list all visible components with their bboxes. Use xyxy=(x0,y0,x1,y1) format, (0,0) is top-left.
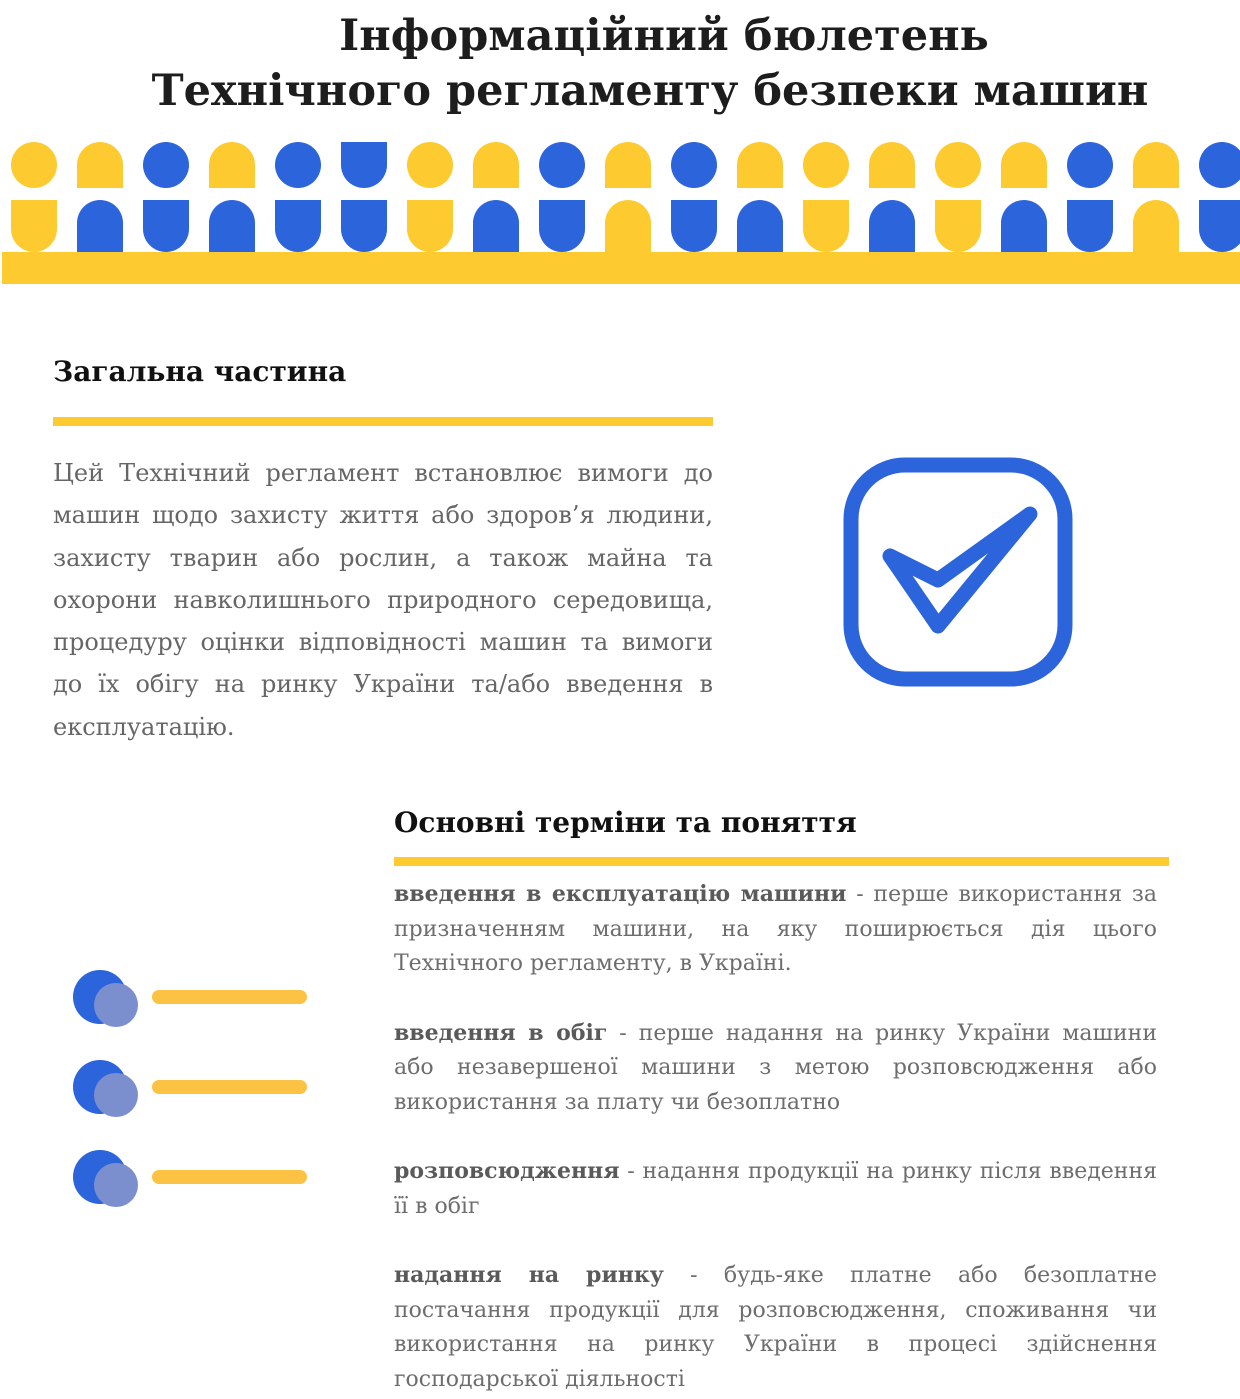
term-name: розповсюдження xyxy=(394,1158,620,1184)
pattern-shape xyxy=(473,142,519,188)
pattern-shape xyxy=(275,200,321,252)
terms-list xyxy=(394,877,1157,1397)
page-title-line-1: Інформаційний бюлетень xyxy=(339,11,989,61)
pattern-shape xyxy=(935,200,981,252)
checkbox-check-icon xyxy=(842,456,1074,688)
pattern-shape xyxy=(671,142,717,188)
general-section-text: Цей Технічний регламент встановлює вимоги до машин щодо захисту життя або здоров’я людини, захисту тварин або рослин, а також майна та охорони навколишнього природного середовища, процедуру оцінки відповідності машин та вимоги до їх обігу на ринку України та/або введення в експлуатацію. xyxy=(53,459,713,741)
pattern-shape xyxy=(1001,200,1047,252)
terms-section-heading: Основні терміни та поняття xyxy=(394,806,857,839)
pattern-shape xyxy=(11,200,57,252)
bullet-list-illustration xyxy=(70,965,320,1215)
pattern-shape xyxy=(77,200,123,252)
pattern-shape xyxy=(869,142,915,188)
pattern-shape xyxy=(671,200,717,252)
pattern-shape xyxy=(869,200,915,252)
term-item xyxy=(394,877,1157,982)
page-title-line-2: Технічного регламенту безпеки машин xyxy=(151,66,1149,116)
pattern-shape xyxy=(209,200,255,252)
pattern-shape xyxy=(1199,200,1240,252)
term-definition: - надання продукції на ринку після введення її в обіг xyxy=(394,1159,1157,1219)
term-definition: - перше використання за призначенням машини, на яку поширюється дія цього Технічного регламенту, в Україні. xyxy=(394,882,1157,976)
pattern-shape xyxy=(737,142,783,188)
pattern-shape xyxy=(605,142,651,188)
decorative-pattern-banner xyxy=(0,138,1240,288)
bullet-item-icon xyxy=(73,970,307,1027)
pattern-shape xyxy=(143,142,189,188)
term-name: надання на ринку xyxy=(394,1262,664,1288)
pattern-shape xyxy=(1133,142,1179,188)
bullet-item-icon xyxy=(73,1150,307,1207)
pattern-shape xyxy=(1067,200,1113,252)
pattern-shape xyxy=(737,200,783,252)
pattern-baseline-bar xyxy=(2,252,1240,284)
pattern-shape xyxy=(407,200,453,252)
term-definition: - будь-яке платне або безоплатне постачання продукції для розповсюдження, споживання чи використання на ринку України в процесі здійснення господарської діяльності xyxy=(394,1263,1157,1392)
bullet-item-icon xyxy=(73,1060,307,1117)
pattern-shape xyxy=(11,142,57,188)
term-name: введення в експлуатацію машини xyxy=(394,881,847,907)
pattern-shape xyxy=(539,142,585,188)
pattern-shape xyxy=(1199,142,1240,188)
pattern-shape xyxy=(803,142,849,188)
general-section-heading: Загальна частина xyxy=(53,355,347,388)
pattern-shape xyxy=(341,142,387,188)
pattern-shape xyxy=(539,200,585,252)
pattern-shape xyxy=(935,142,981,188)
pattern-shape xyxy=(1133,200,1179,252)
term-item xyxy=(394,1258,1157,1397)
term-item xyxy=(394,1154,1157,1224)
pattern-shape xyxy=(209,142,255,188)
pattern-shape xyxy=(803,200,849,252)
pattern-shape xyxy=(605,200,651,252)
pattern-shape xyxy=(1001,142,1047,188)
pattern-shape xyxy=(143,200,189,252)
term-name: введення в обіг xyxy=(394,1019,608,1046)
pattern-shape xyxy=(341,200,387,252)
term-definition: - перше надання на ринку України машини або незавершеної машини з метою розповсюдження або використання за плату чи безоплатно xyxy=(394,1020,1157,1115)
pattern-shape xyxy=(473,200,519,252)
pattern-shape xyxy=(1067,142,1113,188)
general-heading-underline xyxy=(53,417,713,426)
pattern-shape xyxy=(407,142,453,188)
terms-heading-underline xyxy=(394,857,1169,866)
term-item xyxy=(394,1016,1157,1121)
pattern-shape xyxy=(77,142,123,188)
pattern-shape xyxy=(275,142,321,188)
